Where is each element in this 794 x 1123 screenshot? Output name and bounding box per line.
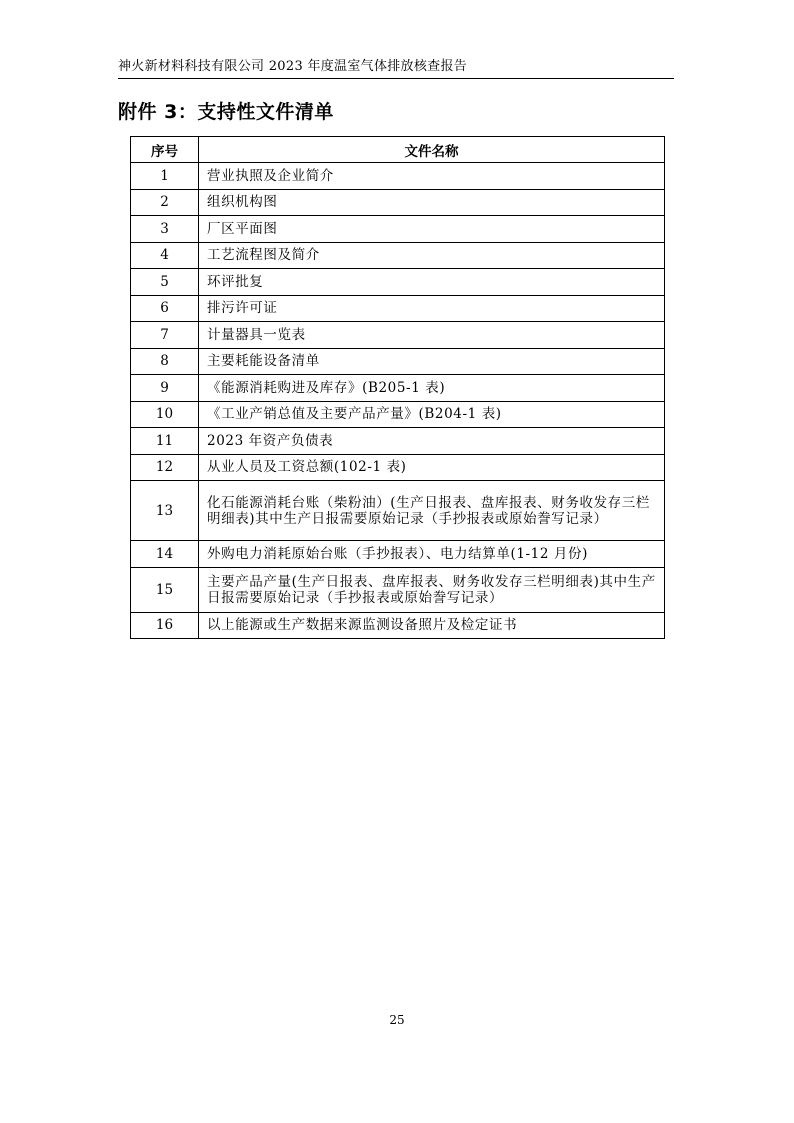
page-header: 神火新材料科技有限公司 2023 年度温室气体排放核查报告	[118, 58, 674, 79]
document-name: 计量器具一览表	[199, 322, 665, 349]
table-row	[131, 481, 665, 541]
table-header-row	[131, 137, 665, 163]
page-title: 附件 3：支持性文件清单	[118, 101, 334, 123]
document-name: 2023 年资产负债表	[199, 428, 665, 455]
table-row	[131, 322, 665, 349]
document-name: 主要产品产量(生产日报表、盘库报表、财务收发存三栏明细表)其中生产日报需要原始记录（手抄报表或原始誊写记录）	[199, 567, 665, 612]
table-row	[131, 348, 665, 375]
table-row	[131, 428, 665, 455]
row-number: 5	[131, 269, 199, 296]
document-name: 组织机构图	[199, 189, 665, 216]
row-number: 7	[131, 322, 199, 349]
row-number: 12	[131, 454, 199, 481]
table-row	[131, 269, 665, 296]
document-name: 环评批复	[199, 269, 665, 296]
document-name: 营业执照及企业简介	[199, 163, 665, 190]
row-number: 3	[131, 216, 199, 243]
document-name: 外购电力消耗原始台账（手抄报表）、电力结算单(1-12 月份)	[199, 541, 665, 568]
column-header-name: 文件名称	[199, 137, 665, 163]
document-name: 工艺流程图及简介	[199, 242, 665, 269]
column-header-no: 序号	[131, 137, 199, 163]
table-row	[131, 541, 665, 568]
document-name: 从业人员及工资总额(102-1 表)	[199, 454, 665, 481]
row-number: 11	[131, 428, 199, 455]
document-name: 以上能源或生产数据来源监测设备照片及检定证书	[199, 612, 665, 639]
row-number: 16	[131, 612, 199, 639]
table-row	[131, 163, 665, 190]
row-number: 6	[131, 295, 199, 322]
document-name: 化石能源消耗台账（柴粉油）(生产日报表、盘库报表、财务收发存三栏明细表)其中生产日报需要原始记录（手抄报表或原始誊写记录）	[199, 481, 665, 541]
document-name: 《能源消耗购进及库存》(B205-1 表)	[199, 375, 665, 402]
row-number: 10	[131, 401, 199, 428]
table-row	[131, 216, 665, 243]
document-name: 《工业产销总值及主要产品产量》(B204-1 表)	[199, 401, 665, 428]
row-number: 4	[131, 242, 199, 269]
supporting-documents-table	[130, 136, 665, 639]
row-number: 8	[131, 348, 199, 375]
row-number: 9	[131, 375, 199, 402]
document-name: 厂区平面图	[199, 216, 665, 243]
table-row	[131, 189, 665, 216]
table-row	[131, 567, 665, 612]
table-row	[131, 401, 665, 428]
row-number: 15	[131, 567, 199, 612]
row-number: 2	[131, 189, 199, 216]
page-number: 25	[389, 1013, 405, 1027]
row-number: 1	[131, 163, 199, 190]
document-name: 主要耗能设备清单	[199, 348, 665, 375]
table-row	[131, 454, 665, 481]
table-row	[131, 612, 665, 639]
row-number: 14	[131, 541, 199, 568]
table-row	[131, 375, 665, 402]
row-number: 13	[131, 481, 199, 541]
table-row	[131, 242, 665, 269]
document-name: 排污许可证	[199, 295, 665, 322]
table-row	[131, 295, 665, 322]
